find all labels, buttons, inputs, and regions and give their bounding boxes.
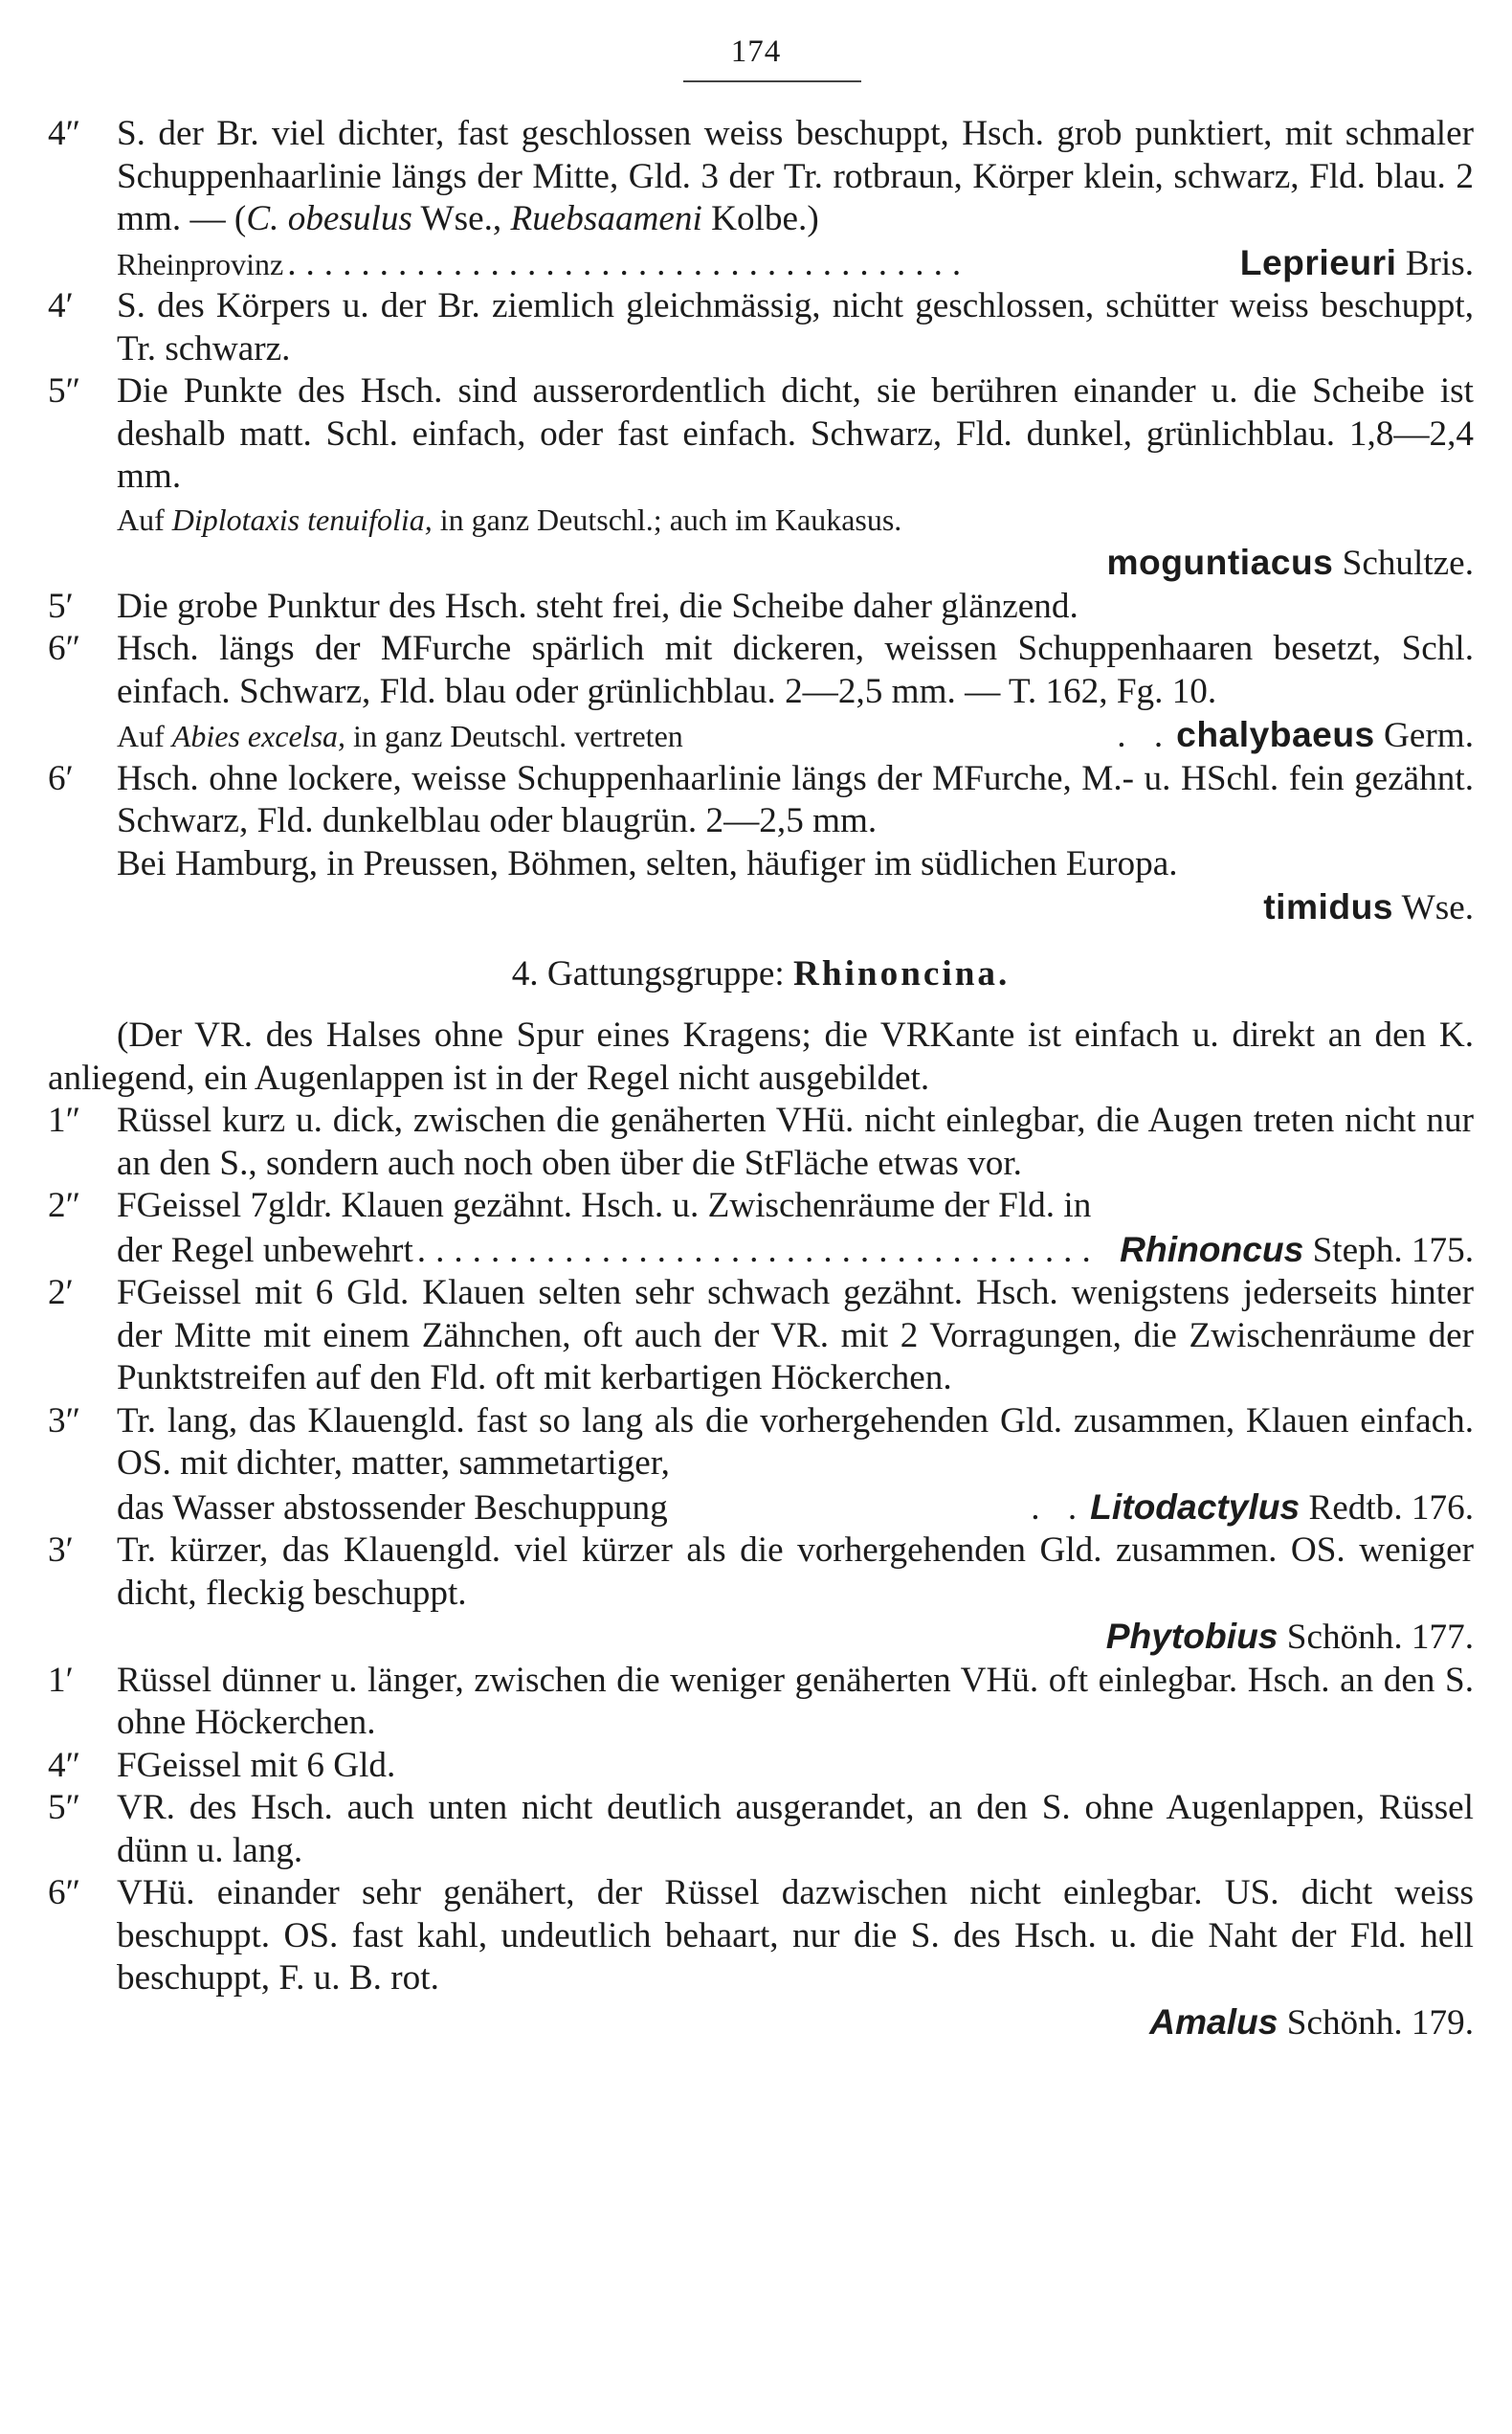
synonym-name: C. obesulus xyxy=(246,199,412,238)
species-author: Bris. xyxy=(1405,243,1474,283)
genus-name: Amalus xyxy=(1149,2000,1279,2042)
key-entry-4c xyxy=(48,1745,1474,1788)
key-number: 2″ xyxy=(48,1186,81,1225)
key-number: 2′ xyxy=(48,1273,74,1312)
key-entry-4a xyxy=(48,113,1474,285)
entry-text: der Regel unbewehrt xyxy=(117,1230,413,1270)
habitat-text: in ganz Deutschl.; auch im Kaukasus. xyxy=(432,502,902,537)
key-entry-1a xyxy=(48,1100,1474,1185)
genus-name: Phytobius xyxy=(1105,1616,1279,1656)
habitat-line: Bei Hamburg, in Preussen, Böhmen, selten, häufiger im südlichen Europa. xyxy=(117,843,1178,883)
genus-name: Rhinoncus xyxy=(1120,1228,1304,1269)
page-number: 174 xyxy=(730,34,782,69)
genus-line xyxy=(117,1228,1474,1273)
entry-text: S. der Br. viel dichter, fast geschlossen weiss beschuppt, Hsch. grob punktiert, mit schmaler Schuppenhaarlinie längs der Mitte, Gld. 3 der Tr. rotbraun, Körper klein, schwarz, Fld. blau. 2 mm. — ( xyxy=(117,114,1474,238)
key-number: 6′ xyxy=(48,758,74,798)
synonym-name: Ruebsaameni xyxy=(510,199,702,238)
entry-text: FGeissel mit 6 Gld. xyxy=(117,1745,396,1785)
host-plant: Diplotaxis tenuifolia, xyxy=(171,502,433,537)
key-number: 6″ xyxy=(48,1873,81,1912)
leader-dots: ..................................... xyxy=(416,1230,1101,1270)
key-entry-5a xyxy=(48,370,1474,586)
entry-text: Wse., xyxy=(411,199,511,238)
section-intro: (Der VR. des Halses ohne Spur eines Kragens; die VRKante ist einfach u. direkt an den K. anliegend, ein Augenlappen ist in der Regel nicht ausgebildet. xyxy=(48,1016,1474,1098)
genus-name: Litodactylus xyxy=(1090,1485,1301,1527)
key-entry-2b xyxy=(48,1272,1474,1400)
genus-line xyxy=(117,1485,1474,1530)
key-number: 5′ xyxy=(48,586,74,626)
entry-text: FGeissel mit 6 Gld. Klauen selten sehr schwach gezähnt. Hsch. wenigstens jederseits hinter der Mitte mit einem Zähnchen, oft auch der VR. mit 2 Vorragungen, die Zwischenräume der Punktstreifen auf den Fld. oft mit kerbartigen Höckerchen. xyxy=(117,1273,1474,1397)
key-number: 4″ xyxy=(48,114,81,153)
entry-text: Hsch. ohne lockere, weisse Schuppenhaarlinie längs der MFurche, M.- u. HSchl. fein gezähnt. Schwarz, Fld. dunkelblau oder blaugrün. 2—2,5 mm. xyxy=(117,758,1474,840)
section-name: Rhinoncina. xyxy=(793,953,1011,994)
genus-author: Schönh. 177. xyxy=(1286,1618,1474,1657)
key-entry-6a xyxy=(48,628,1474,758)
habitat-line xyxy=(117,499,1474,542)
entry-text: VHü. einander sehr genähert, der Rüssel dazwischen nicht einlegbar. US. dicht weiss beschuppt. OS. fast kahl, undeutlich behaart, nur die S. des Hsch. u. die Naht der Fld. hell beschuppt, F. u. B. rot. xyxy=(117,1873,1474,1998)
key-entry-6b xyxy=(48,758,1474,930)
key-entry-5b xyxy=(48,586,1474,629)
key-number: 1′ xyxy=(48,1660,74,1700)
genus-author: Steph. 175. xyxy=(1312,1230,1474,1270)
key-entry-6c xyxy=(48,1872,1474,2044)
species-name: timidus xyxy=(1263,886,1393,927)
entry-text: Tr. kürzer, das Klauengld. viel kürzer als die vorhergehenden Gld. zusammen. OS. weniger dicht, fleckig beschuppt. xyxy=(117,1530,1474,1613)
entry-text: Tr. lang, das Klauengld. fast so lang als die vorhergehenden Gld. zusammen, Klauen einfach. OS. mit dichter, matter, sammetartiger, xyxy=(117,1400,1474,1483)
species-author: Wse. xyxy=(1401,888,1474,927)
habitat-text: in ganz Deutschl. vertreten xyxy=(345,719,683,753)
entry-text: VR. des Hsch. auch unten nicht deutlich ausgerandet, an den S. ohne Augenlappen, Rüssel dünn u. lang. xyxy=(117,1788,1474,1870)
leader-dots: ..................................... xyxy=(287,243,971,283)
key-number: 4′ xyxy=(48,286,74,325)
entry-text: Hsch. längs der MFurche spärlich mit dickeren, weissen Schuppenhaaren besetzt, Schl. einfach. Schwarz, Fld. blau oder grünlichblau. 2—2,5 mm. — T. 162, Fg. 10. xyxy=(117,629,1474,711)
page-body xyxy=(48,113,1474,2044)
entry-text: Rüssel dünner u. länger, zwischen die weniger genäherten VHü. oft einlegbar. Hsch. an den S. ohne Höckerchen. xyxy=(117,1660,1474,1742)
key-entry-1b xyxy=(48,1660,1474,1745)
host-plant: Abies excelsa, xyxy=(171,719,346,753)
habitat-text: Auf xyxy=(117,719,172,753)
section-heading xyxy=(48,953,1474,996)
header-rule xyxy=(683,80,861,82)
species-author: Germ. xyxy=(1384,716,1474,755)
entry-text: Rüssel kurz u. dick, zwischen die genäherten VHü. nicht einlegbar, die Augen treten nicht nur an den S., sondern auch noch oben über die StFläche etwas vor. xyxy=(117,1101,1474,1183)
habitat-line xyxy=(117,715,683,758)
entry-text: S. des Körpers u. der Br. ziemlich gleichmässig, nicht geschlossen, schütter weiss beschuppt, Tr. schwarz. xyxy=(117,286,1474,368)
species-line xyxy=(117,885,1474,930)
entry-text: FGeissel 7gldr. Klauen gezähnt. Hsch. u. Zwischenräume der Fld. in xyxy=(117,1186,1092,1225)
key-number: 5″ xyxy=(48,1788,81,1827)
locality: Rheinprovinz xyxy=(117,246,284,281)
entry-text: Die grobe Punktur des Hsch. steht frei, die Scheibe daher glänzend. xyxy=(117,586,1078,626)
entry-text: Kolbe.) xyxy=(701,199,819,238)
key-number: 3″ xyxy=(48,1400,81,1440)
species-name: Leprieuri xyxy=(1239,241,1397,282)
key-number: 4″ xyxy=(48,1745,81,1785)
key-entry-3a xyxy=(48,1400,1474,1530)
key-entry-5c xyxy=(48,1787,1474,1872)
genus-line xyxy=(117,2000,1474,2045)
key-number: 3′ xyxy=(48,1530,74,1570)
species-line xyxy=(117,541,1474,586)
key-number: 5″ xyxy=(48,371,81,411)
entry-text: Die Punkte des Hsch. sind ausserordentlich dicht, sie berühren einander u. die Scheibe ist deshalb matt. Schl. einfach, oder fast einfach. Schwarz, Fld. dunkel, grünlichblau. 1,8—2,4 mm. xyxy=(117,371,1474,496)
key-entry-3b xyxy=(48,1530,1474,1660)
species-author: Schultze. xyxy=(1342,544,1474,583)
leader-dots: . . xyxy=(1031,1487,1087,1528)
species-line xyxy=(117,241,1474,286)
species-name: chalybaeus xyxy=(1176,714,1375,754)
species-name: moguntiacus xyxy=(1106,542,1334,582)
key-number: 1″ xyxy=(48,1101,81,1140)
species-line xyxy=(117,713,1474,758)
genus-author: Schönh. 179. xyxy=(1286,2002,1474,2043)
genus-author: Redtb. 176. xyxy=(1308,1487,1474,1528)
section-number: 4. Gattungsgruppe: xyxy=(511,953,785,994)
key-entry-2a xyxy=(48,1185,1474,1272)
genus-line xyxy=(117,1615,1474,1660)
key-entry-4b xyxy=(48,285,1474,370)
key-number: 6″ xyxy=(48,629,81,668)
leader-dots: . . xyxy=(1117,716,1173,755)
entry-text: das Wasser abstossender Beschuppung xyxy=(117,1487,668,1528)
habitat-text: Auf xyxy=(117,502,172,537)
